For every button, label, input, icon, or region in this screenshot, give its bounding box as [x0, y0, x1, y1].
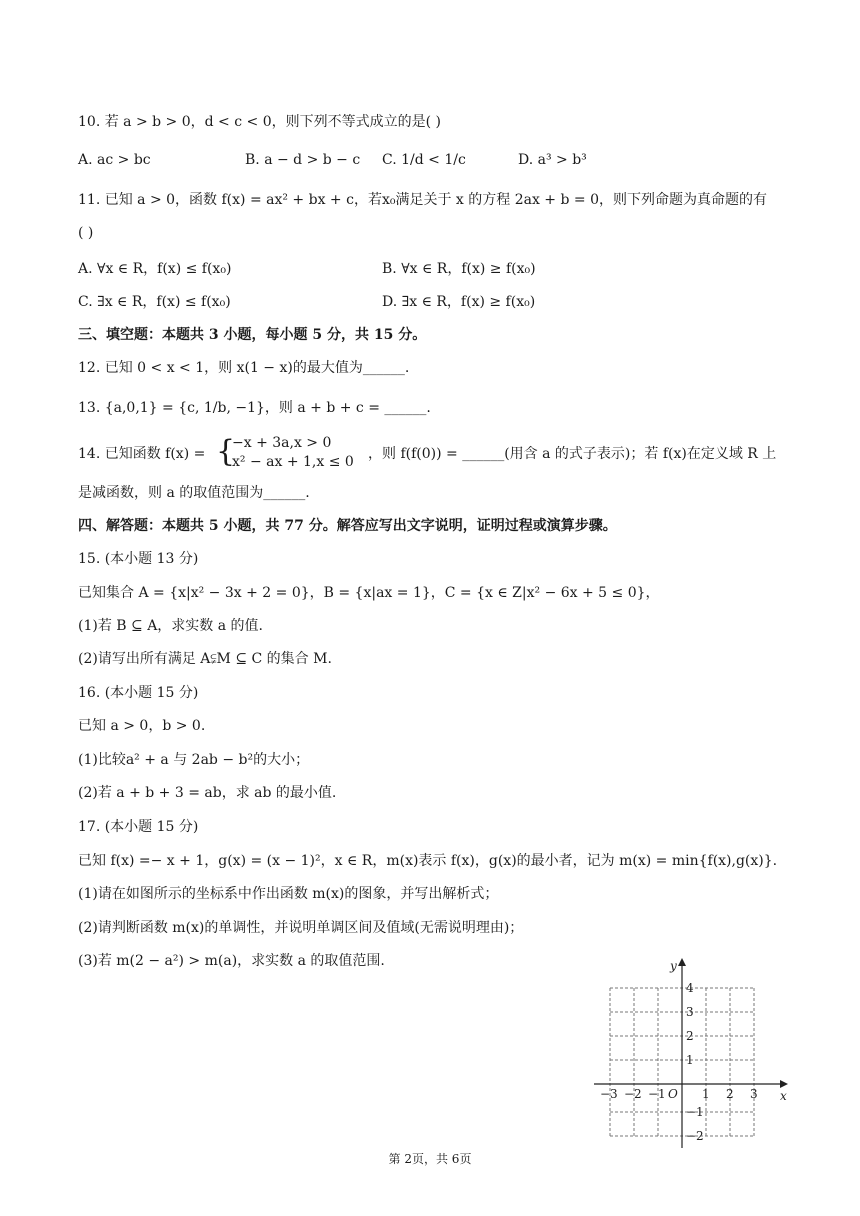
q11-option-c: C. ∃x ∈ R，f(x) ≤ f(x₀)	[78, 294, 231, 310]
q10-option-b: B. a − d > b − c	[245, 152, 361, 168]
q11-answer-paren: ( )	[78, 225, 94, 241]
y-tick-label: −2	[686, 1129, 704, 1143]
x-axis-label: x	[780, 1089, 787, 1103]
q15-heading: 15. (本小题 13 分)	[78, 551, 199, 567]
q17-line-2: (1)请在如图所示的坐标系中作出函数 m(x)的图象，并写出解析式；	[78, 886, 499, 902]
q17-line-1: 已知 f(x) =− x + 1，g(x) = (x − 1)²，x ∈ R，m(x)表示 f(x)，g(x)的最小者，记为 m(x) = min{f(x),g(x)}.	[78, 853, 778, 869]
q16-line-1: 已知 a > 0，b > 0.	[78, 718, 206, 734]
q14-brace: {	[216, 434, 236, 469]
q11-option-a: A. ∀x ∈ R，f(x) ≤ f(x₀)	[78, 261, 232, 277]
y-tick-label: −1	[686, 1105, 704, 1119]
q11-option-b: B. ∀x ∈ R，f(x) ≥ f(x₀)	[382, 261, 536, 277]
q17-heading: 17. (本小题 15 分)	[78, 819, 199, 835]
y-tick-label: 3	[686, 1005, 694, 1019]
section-4-heading: 四、解答题：本题共 5 小题，共 77 分。解答应写出文字说明，证明过程或演算步骤。	[78, 518, 617, 534]
x-tick-label: −3	[600, 1087, 618, 1101]
q14-prefix: 14. 已知函数 f(x) =	[78, 446, 206, 462]
q15-line-1: 已知集合 A = {x|x² − 3x + 2 = 0}，B = {x|ax = 1}，C = {x ∈ Z|x² − 6x + 5 ≤ 0}，	[78, 585, 660, 601]
q17-line-4: (3)若 m(2 − a²) > m(a)，求实数 a 的取值范围.	[78, 953, 385, 969]
q11-option-d: D. ∃x ∈ R，f(x) ≥ f(x₀)	[382, 294, 536, 310]
x-tick-label: 2	[726, 1087, 734, 1101]
q10-option-c: C. 1/d < 1/c	[382, 152, 466, 168]
q14-case-2: x² − ax + 1,x ≤ 0	[232, 454, 354, 470]
q16-heading: 16. (本小题 15 分)	[78, 685, 199, 701]
q10-option-d: D. a³ > b³	[518, 152, 587, 168]
q16-line-3: (2)若 a + b + 3 = ab，求 ab 的最小值.	[78, 785, 337, 801]
q14-suffix: ，则 f(f(0)) = ______(用含 a 的式子表示)；若 f(x)在定义域 R 上	[368, 446, 777, 462]
origin-label: O	[668, 1087, 678, 1101]
x-tick-label: −2	[624, 1087, 642, 1101]
y-tick-label: 2	[686, 1029, 694, 1043]
q14-case-1: −x + 3a,x > 0	[232, 435, 332, 451]
x-tick-label: −1	[648, 1087, 666, 1101]
q12-text: 12. 已知 0 < x < 1，则 x(1 − x)的最大值为______.	[78, 360, 410, 376]
y-tick-label: 1	[686, 1053, 694, 1067]
coordinate-grid	[590, 958, 790, 1150]
q10-option-a: A. ac > bc	[78, 152, 151, 168]
section-3-heading: 三、填空题：本题共 3 小题，每小题 5 分，共 15 分。	[78, 327, 427, 343]
page-footer: 第 2页，共 6页	[388, 1152, 472, 1166]
q15-line-3: (2)请写出所有满足 A⫋M ⊆ C 的集合 M.	[78, 651, 332, 667]
x-tick-label: 3	[750, 1087, 758, 1101]
q16-line-2: (1)比较a² + a 与 2ab − b²的大小；	[78, 752, 310, 768]
q15-line-2: (1)若 B ⊆ A，求实数 a 的值.	[78, 618, 264, 634]
q17-line-3: (2)请判断函数 m(x)的单调性，并说明单调区间及值域(无需说明理由)；	[78, 920, 524, 936]
q14-line2: 是减函数，则 a 的取值范围为______.	[78, 485, 310, 501]
y-tick-label: 4	[686, 981, 694, 995]
q13-text: 13. {a,0,1} = {c, 1/b, −1}，则 a + b + c = ______.	[78, 400, 431, 416]
x-tick-label: 1	[702, 1087, 710, 1101]
q11-stem: 11. 已知 a > 0，函数 f(x) = ax² + bx + c，若x₀满足关于 x 的方程 2ax + b = 0，则下列命题为真命题的有	[78, 192, 767, 208]
q10-stem: 10. 若 a > b > 0，d < c < 0，则下列不等式成立的是( )	[78, 114, 441, 130]
y-axis-arrow	[678, 958, 686, 966]
y-axis-label: y	[670, 959, 677, 973]
x-axis-arrow	[780, 1080, 788, 1088]
